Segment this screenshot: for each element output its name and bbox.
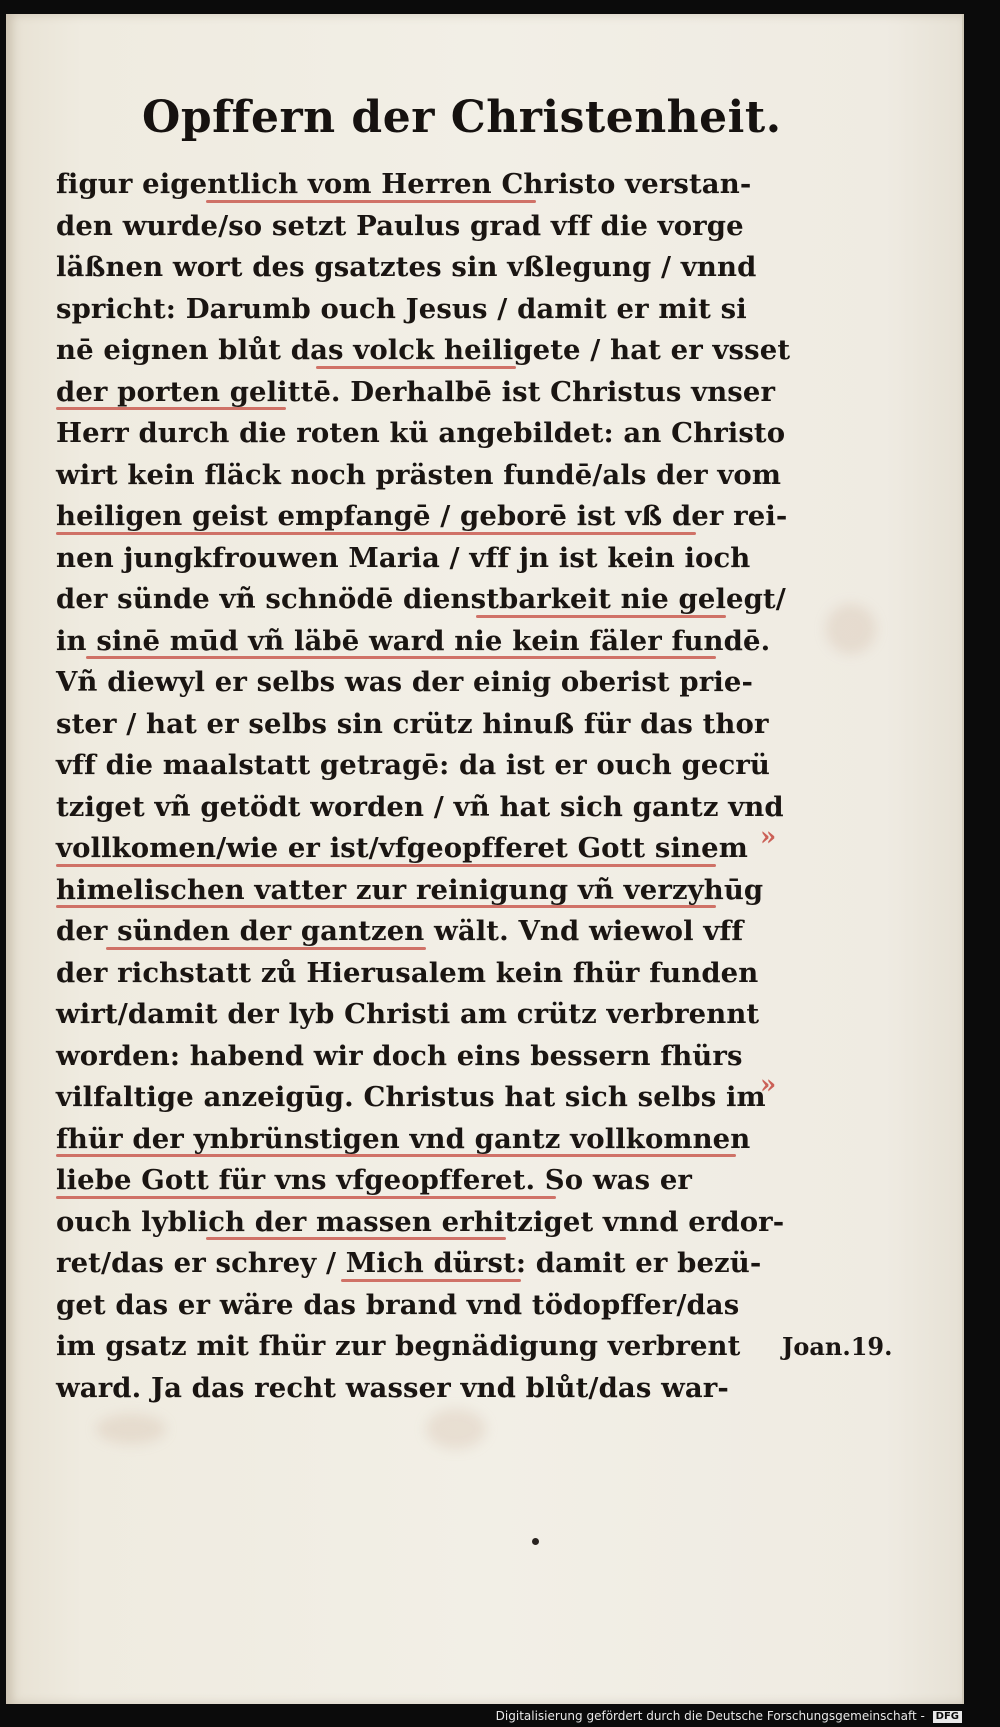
text-line [56,289,776,331]
text-line [56,1036,776,1078]
line-text: der porten gelittē. Derhalbē ist Christus vnser [56,375,776,408]
red-underline [476,615,726,618]
text-line [56,662,776,704]
margin-note: Joan.19. [782,1332,893,1361]
line-text: worden: habend wir doch eins bessern fhürs [56,1039,743,1072]
red-underline [56,532,696,535]
text-line [56,455,782,497]
text-line [56,206,776,248]
line-text: ouch lyblich der massen erhitziget vnnd erdor- [56,1205,785,1238]
line-text: der richstatt zů Hierusalem kein fhür funden [56,956,759,989]
red-underline [341,1279,521,1282]
ink-dot [532,1538,539,1545]
red-marginal-mark-icon: » [760,822,777,852]
line-text: vff die maalstatt getragē: da ist er ouch gecrü [56,749,770,781]
dfg-logo-icon: DFG [933,1711,962,1723]
line-text: tziget vñ getödt worden / vñ hat sich gantz vnd [56,790,784,823]
text-line [56,911,776,953]
text-line [56,1119,776,1161]
line-text: figur eigentlich vom Herren Christo verstan- [56,168,752,200]
red-underline [86,656,716,659]
line-text: den wurde/so setzt Paulus grad vff die vorge [56,209,744,242]
line-text: der sünden der gantzen wält. Vnd wiewol vff [56,915,744,947]
text-line [56,1326,776,1368]
line-text: in sinē mūd vñ läbē ward nie kein fäler fundē. [56,624,771,657]
running-head: Opffern der Christenheit. [142,92,782,143]
red-underline [56,1196,556,1199]
line-text: nen jungkfrouwen Maria / vff jn ist kein ioch [56,541,751,574]
paper-stain [426,1409,486,1449]
red-underline [206,200,536,203]
paper-stain [96,1414,166,1444]
text-line [56,787,784,829]
line-text: wirt kein fläck noch prästen fundē/als der vom [56,458,782,491]
line-text: fhür der ynbrünstigen vnd gantz vollkomnen [56,1122,751,1155]
text-line [56,1243,776,1285]
text-line [56,1160,776,1202]
text-line [56,828,776,870]
line-text: nē eignen blůt das volck heiligete / hat er vsset [56,334,791,366]
text-line [56,953,776,995]
line-text: liebe Gott für vns vfgeopfferet. So was er [56,1164,693,1196]
book-page [6,14,964,1704]
text-line [56,579,786,621]
red-marginal-mark-icon: » [760,1070,777,1100]
red-underline [106,947,426,950]
red-underline [56,407,286,410]
text-line [56,994,776,1036]
line-text: der sünde vñ schnödē dienstbarkeit nie gelegt/ [56,583,786,615]
text-line [56,870,776,912]
text-line [56,538,776,580]
text-line [56,247,776,289]
text-line [56,330,791,372]
text-line [56,1285,776,1327]
line-text: vilfaltige anzeigūg. Christus hat sich selbs im [56,1081,766,1113]
line-text: läßnen wort des gsatztes sin vßlegung / vnnd [56,251,757,283]
text-line [56,372,776,414]
text-line [56,1368,776,1410]
red-underline [316,366,516,369]
red-underline [56,1154,736,1157]
red-underline [206,1237,506,1240]
text-line [56,1202,785,1244]
line-text: ster / hat er selbs sin crütz hinuß für das thor [56,707,769,740]
line-text: im gsatz mit fhür zur begnädigung verbrent [56,1330,741,1362]
digitization-footer [496,1709,962,1723]
text-line [56,1077,776,1119]
paper-stain [826,604,876,654]
text-line [56,745,776,787]
red-underline [56,864,716,867]
footer-text: Digitalisierung gefördert durch die Deutsche Forschungsgemeinschaft - [495,1709,925,1723]
line-text: himelischen vatter zur reinigung vñ verzyhūg [56,873,764,906]
line-text: get das er wäre das brand vnd tödopffer/das [56,1288,740,1321]
text-line [56,621,776,663]
text-line [56,413,786,455]
text-line [56,704,776,746]
line-text: spricht: Darumb ouch Jesus / damit er mit si [56,292,747,325]
line-text: wirt/damit der lyb Christi am crütz verbrennt [56,998,760,1030]
text-line [56,496,788,538]
text-block [56,164,791,1409]
line-text: ward. Ja das recht wasser vnd blůt/das war- [56,1371,729,1404]
line-text: vollkomen/wie er ist/vfgeopfferet Gott sinem [56,832,748,864]
line-text: Vñ diewyl er selbs was der einig oberist prie- [56,666,753,698]
line-text: heiligen geist empfangē / geborē ist vß der rei- [56,500,788,532]
text-line [56,164,776,206]
red-underline [56,905,716,908]
line-text: ret/das er schrey / Mich dürst: damit er bezü- [56,1247,762,1279]
line-text: Herr durch die roten kü angebildet: an Christo [56,417,786,449]
